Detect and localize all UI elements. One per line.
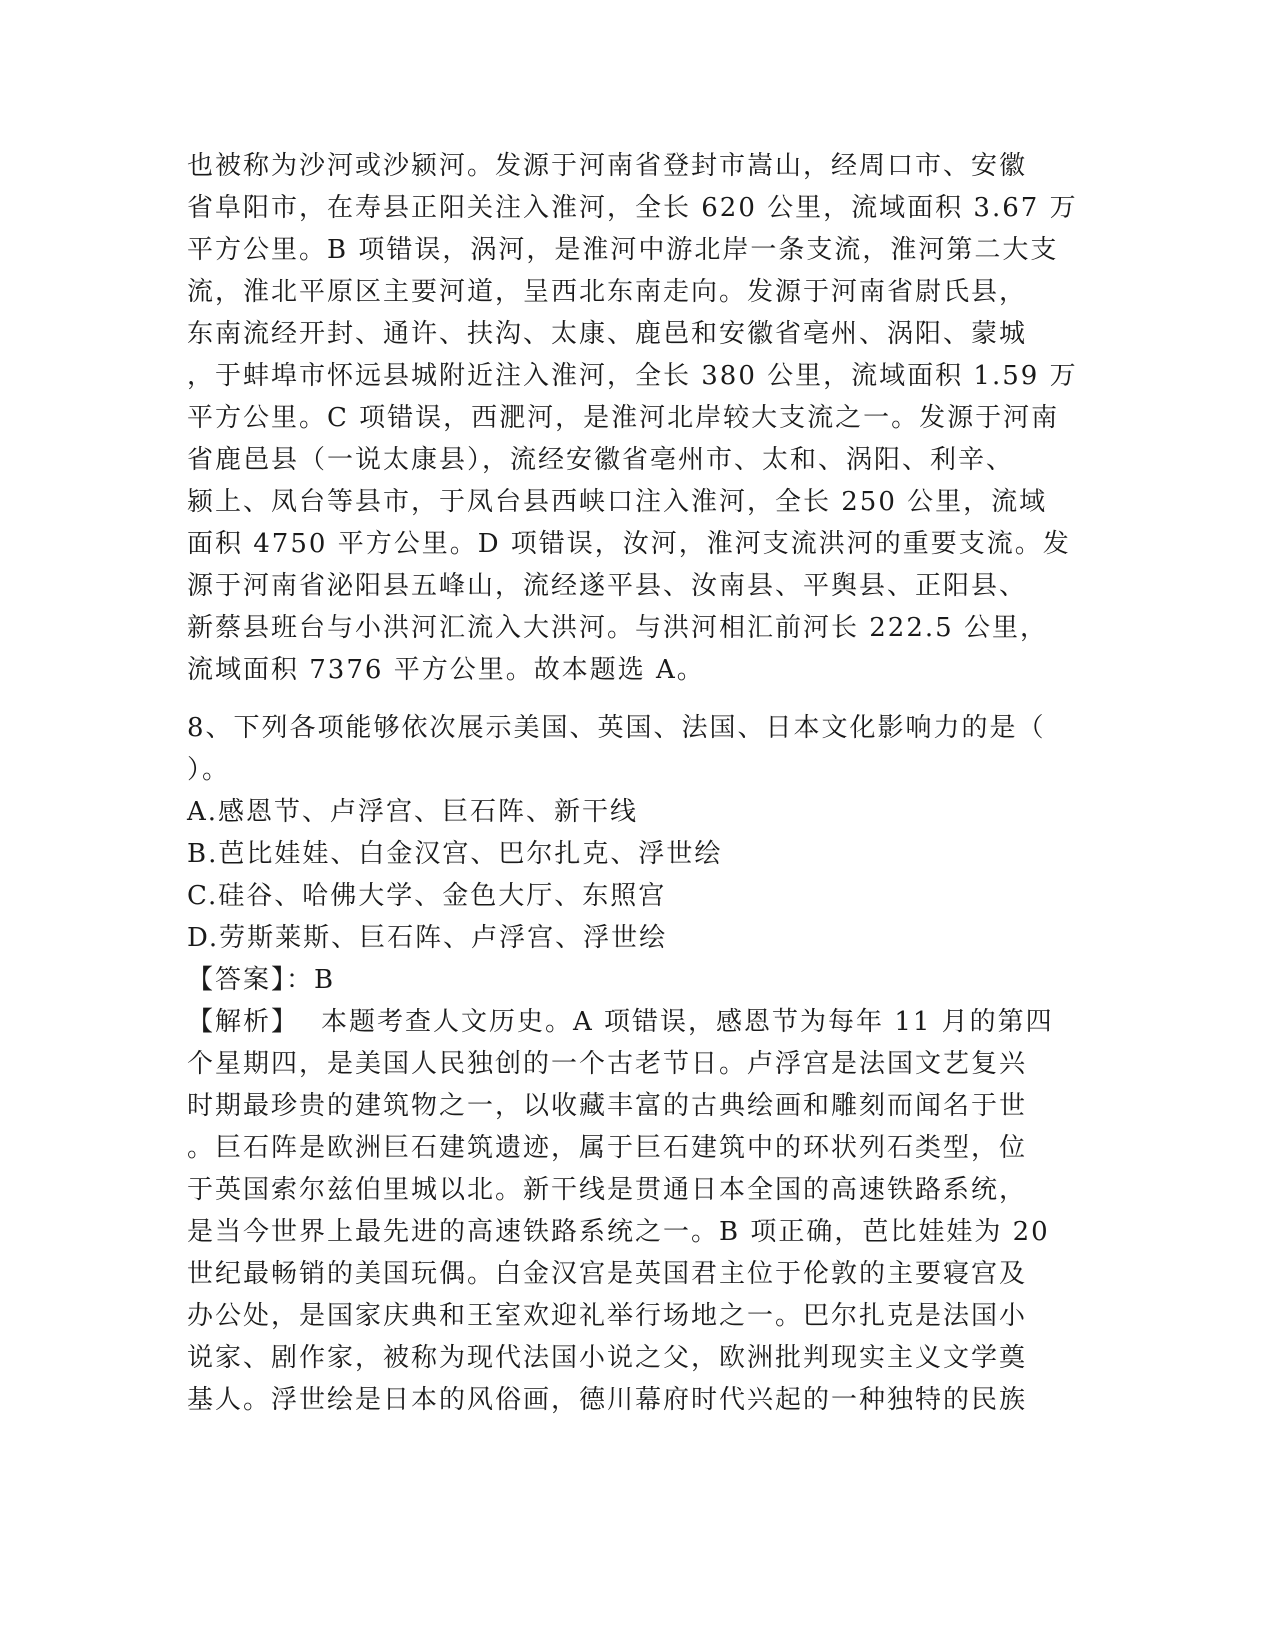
passage-line: 平方公里。C 项错误，西淝河，是淮河北岸较大支流之一。发源于河南 [187, 403, 1060, 433]
passage-line: 新蔡县班台与小洪河汇流入大洪河。与洪河相汇前河长 222.5 公里， [187, 613, 1048, 643]
passage-line: 平方公里。B 项错误，涡河，是淮河中游北岸一条支流，淮河第二大支 [187, 235, 1059, 265]
analysis-first-line [187, 1001, 1087, 1043]
analysis-line: 办公处，是国家庆典和王室欢迎礼举行场地之一。巴尔扎克是法国小 [187, 1301, 1028, 1331]
answer-separator: ： [286, 965, 315, 995]
option-d: D.劳斯莱斯、巨石阵、卢浮宫、浮世绘 [187, 923, 668, 953]
question-stem-line: ）。 [187, 755, 231, 785]
analysis-line: 世纪最畅销的美国玩偶。白金汉宫是英国君主位于伦敦的主要寝宫及 [187, 1259, 1028, 1289]
option-c: C.硅谷、哈佛大学、金色大厅、东照宫 [187, 881, 667, 911]
answer-value: B [314, 965, 336, 995]
analysis-line: 基人。浮世绘是日本的风俗画，德川幕府时代兴起的一种独特的民族 [187, 1385, 1028, 1415]
section-gap [187, 691, 1087, 707]
passage [187, 145, 1087, 691]
analysis-label: 【解析】 [187, 1007, 300, 1037]
option-b: B.芭比娃娃、白金汉宫、巴尔扎克、浮世绘 [187, 839, 723, 869]
answer-line [187, 959, 1087, 1001]
analysis-line: 于英国索尔兹伯里城以北。新干线是贯通日本全国的高速铁路系统， [187, 1175, 1028, 1205]
question-stem-line: 8、下列各项能够依次展示美国、英国、法国、日本文化影响力的是（ [187, 713, 1046, 743]
question-8 [187, 707, 1087, 1421]
passage-line: 源于河南省泌阳县五峰山，流经遂平县、汝南县、平舆县、正阳县、 [187, 571, 1028, 601]
passage-line: ，于蚌埠市怀远县城附近注入淮河，全长 380 公里，流域面积 1.59 万 [187, 361, 1078, 391]
passage-line: 流域面积 7376 平方公里。故本题选 A。 [187, 655, 705, 685]
passage-line: 省鹿邑县（一说太康县），流经安徽省亳州市、太和、涡阳、利辛、 [187, 445, 1015, 475]
analysis-text: 本题考查人文历史。A 项错误，感恩节为每年 11 月的第四 [321, 1007, 1054, 1037]
passage-line: 也被称为沙河或沙颍河。发源于河南省登封市嵩山，经周口市、安徽 [187, 151, 1028, 181]
analysis-line: 时期最珍贵的建筑物之一，以收藏丰富的古典绘画和雕刻而闻名于世 [187, 1091, 1028, 1121]
passage-line: 省阜阳市，在寿县正阳关注入淮河，全长 620 公里，流域面积 3.67 万 [187, 193, 1078, 223]
option-a: A.感恩节、卢浮宫、巨石阵、新干线 [187, 797, 639, 827]
passage-line: 流，淮北平原区主要河道，呈西北东南走向。发源于河南省尉氏县， [187, 277, 1028, 307]
passage-line: 东南流经开封、通许、扶沟、太康、鹿邑和安徽省亳州、涡阳、蒙城 [187, 319, 1028, 349]
document-body [187, 145, 1087, 1421]
analysis-line: 是当今世界上最先进的高速铁路系统之一。B 项正确，芭比娃娃为 20 [187, 1217, 1050, 1247]
passage-line: 面积 4750 平方公里。D 项错误，汝河，淮河支流洪河的重要支流。发 [187, 529, 1071, 559]
analysis-line: 个星期四，是美国人民独创的一个古老节日。卢浮宫是法国文艺复兴 [187, 1049, 1028, 1079]
analysis-line: 说家、剧作家，被称为现代法国小说之父，欧洲批判现实主义文学奠 [187, 1343, 1028, 1373]
passage-line: 颍上、凤台等县市，于凤台县西峡口注入淮河，全长 250 公里，流域 [187, 487, 1048, 517]
analysis-line: 。巨石阵是欧洲巨石建筑遗迹，属于巨石建筑中的环状列石类型，位 [187, 1133, 1028, 1163]
answer-label: 【答案】 [187, 965, 287, 995]
